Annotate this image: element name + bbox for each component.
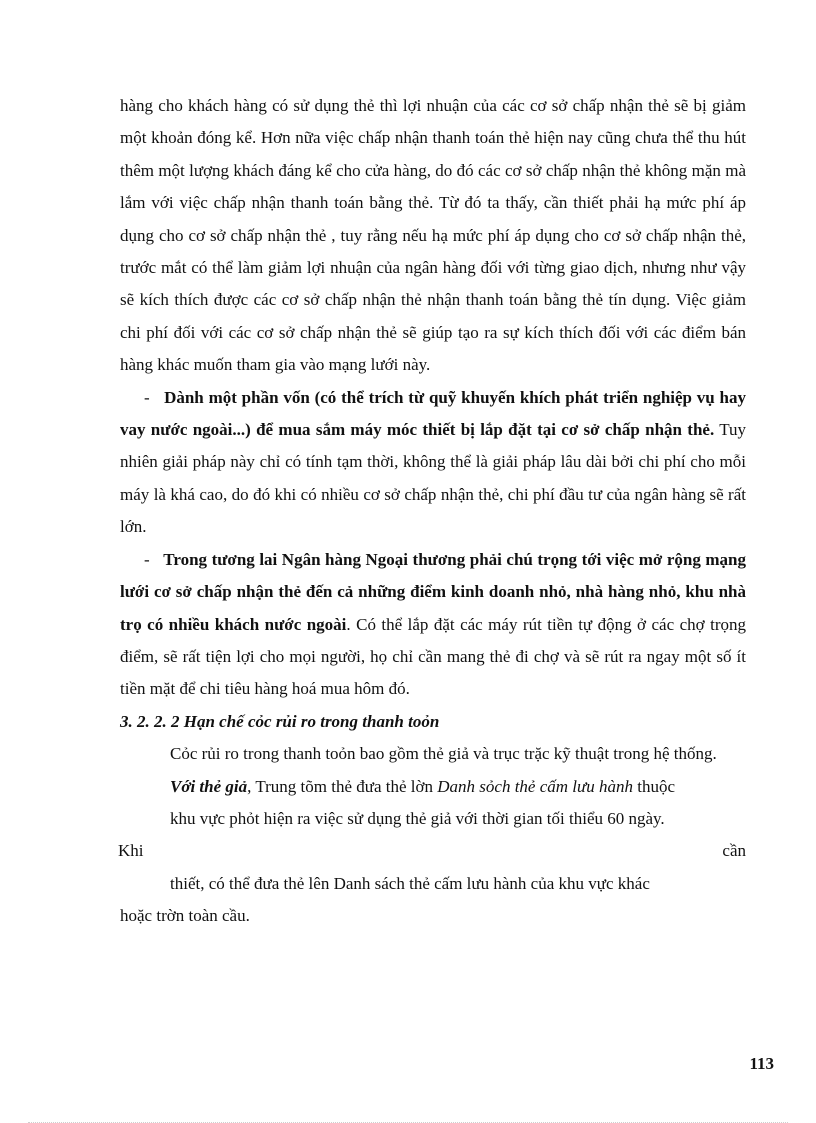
- bullet-regular-text: Tuy nhiên giải pháp này chỉ có tính tạm thời, không thể là giải pháp lâu dài bởi chi phí cho mỗi máy là khá cao, do đó khi có nhiều cơ sở chấp nhận thẻ, chi phí đầu tư của ngân hàng sẽ rất lớn.: [120, 420, 746, 537]
- fake-cards-end: thuộc: [633, 776, 676, 796]
- bullet-dash: -: [144, 387, 150, 407]
- fake-cards-mid: , Trung tõm thẻ đưa thẻ lờn: [247, 776, 438, 796]
- page-number: 113: [749, 1054, 774, 1073]
- spread-left-word: Khi: [118, 841, 144, 861]
- bullet-regular-text: . Có thể lắp đặt các máy rút tiền tự động ở các chợ trọng điểm, sẽ rất tiện lợi cho mọi người, họ chỉ cần mang thẻ đi chợ và sẽ rút ra ngay một số ít tiền mặt để chi tiêu hàng hoá mua hôm đó.: [120, 614, 746, 699]
- paragraph-fee-reduction: hàng cho khách hàng có sử dụng thẻ thì lợi nhuận của các cơ sở chấp nhận thẻ sẽ bị giảm một khoản đóng kể. Hơn nữa việc chấp nhận thanh toán thẻ hiện nay cũng chưa thể thu hút thêm một lượng khách đáng kể cho cửa hàng, do đó các cơ sở chấp nhận thẻ không mặn mà lắm với việc chấp nhận thanh toán bằng thẻ. Từ đó ta thấy, cần thiết phải hạ mức phí áp dụng cho cơ sở chấp nhận thẻ , tuy rằng nếu hạ mức phí áp dụng cho cơ sở chấp nhận thẻ, trước mắt có thể làm giảm lợi nhuận của ngân hàng đối với từng giao dịch, nhưng như vậy sẽ kích thích được các cơ sở chấp nhận thẻ nhận thanh toán bằng thẻ tín dụng. Việc giảm chi phí đối với các cơ sở chấp nhận thẻ sẽ giúp tạo ra sự kích thích đối với các điểm bán hàng khác muốn tham gia vào mạng lưới này.: [120, 96, 746, 375]
- paragraph-risks: Cỏc rủi ro trong thanh toỏn bao gồm thẻ giả và trục trặc kỹ thuật trong hệ thống.: [170, 744, 717, 764]
- body-text: [120, 90, 746, 933]
- paragraph-fake-cards: [120, 771, 746, 803]
- paragraph-spread-line: [118, 835, 746, 867]
- bullet-equipment-funding: [120, 382, 746, 544]
- bullet-dash: -: [144, 549, 150, 569]
- section-heading: 3. 2. 2. 2 Hạn chế cỏc rủi ro trong thanh toỏn: [120, 711, 440, 731]
- blacklist-title: Danh sỏch thẻ cấm lưu hành: [437, 776, 634, 796]
- paragraph-detection: khu vực phỏt hiện ra việc sử dụng thẻ giả với thời gian tối thiểu 60 ngày.: [170, 808, 665, 828]
- paragraph-global: hoặc trờn toàn cầu.: [120, 906, 250, 926]
- spread-right-word: cần: [722, 841, 746, 861]
- fake-cards-lead: Với thẻ giả: [170, 776, 248, 796]
- paragraph-blacklist-other: thiết, có thể đưa thẻ lên Danh sách thẻ cấm lưu hành của khu vực khác: [170, 873, 650, 893]
- bullet-network-expansion: [120, 544, 746, 706]
- bullet-bold-text: Dành một phần vốn (có thể trích từ quỹ khuyến khích phát triển nghiệp vụ hay vay nước ngoài...) để mua sắm máy móc thiết bị lắp đặt tại cơ sở chấp nhận thẻ.: [120, 387, 747, 440]
- bullet-bold-text: Trong tương lai Ngân hàng Ngoại thương phải chú trọng tới việc mở rộng mạng lưới cơ sở chấp nhận thẻ đến cả những điểm kinh doanh nhỏ, nhà hàng nhỏ, khu nhà trọ có nhiều khách nước ngoài: [120, 549, 746, 634]
